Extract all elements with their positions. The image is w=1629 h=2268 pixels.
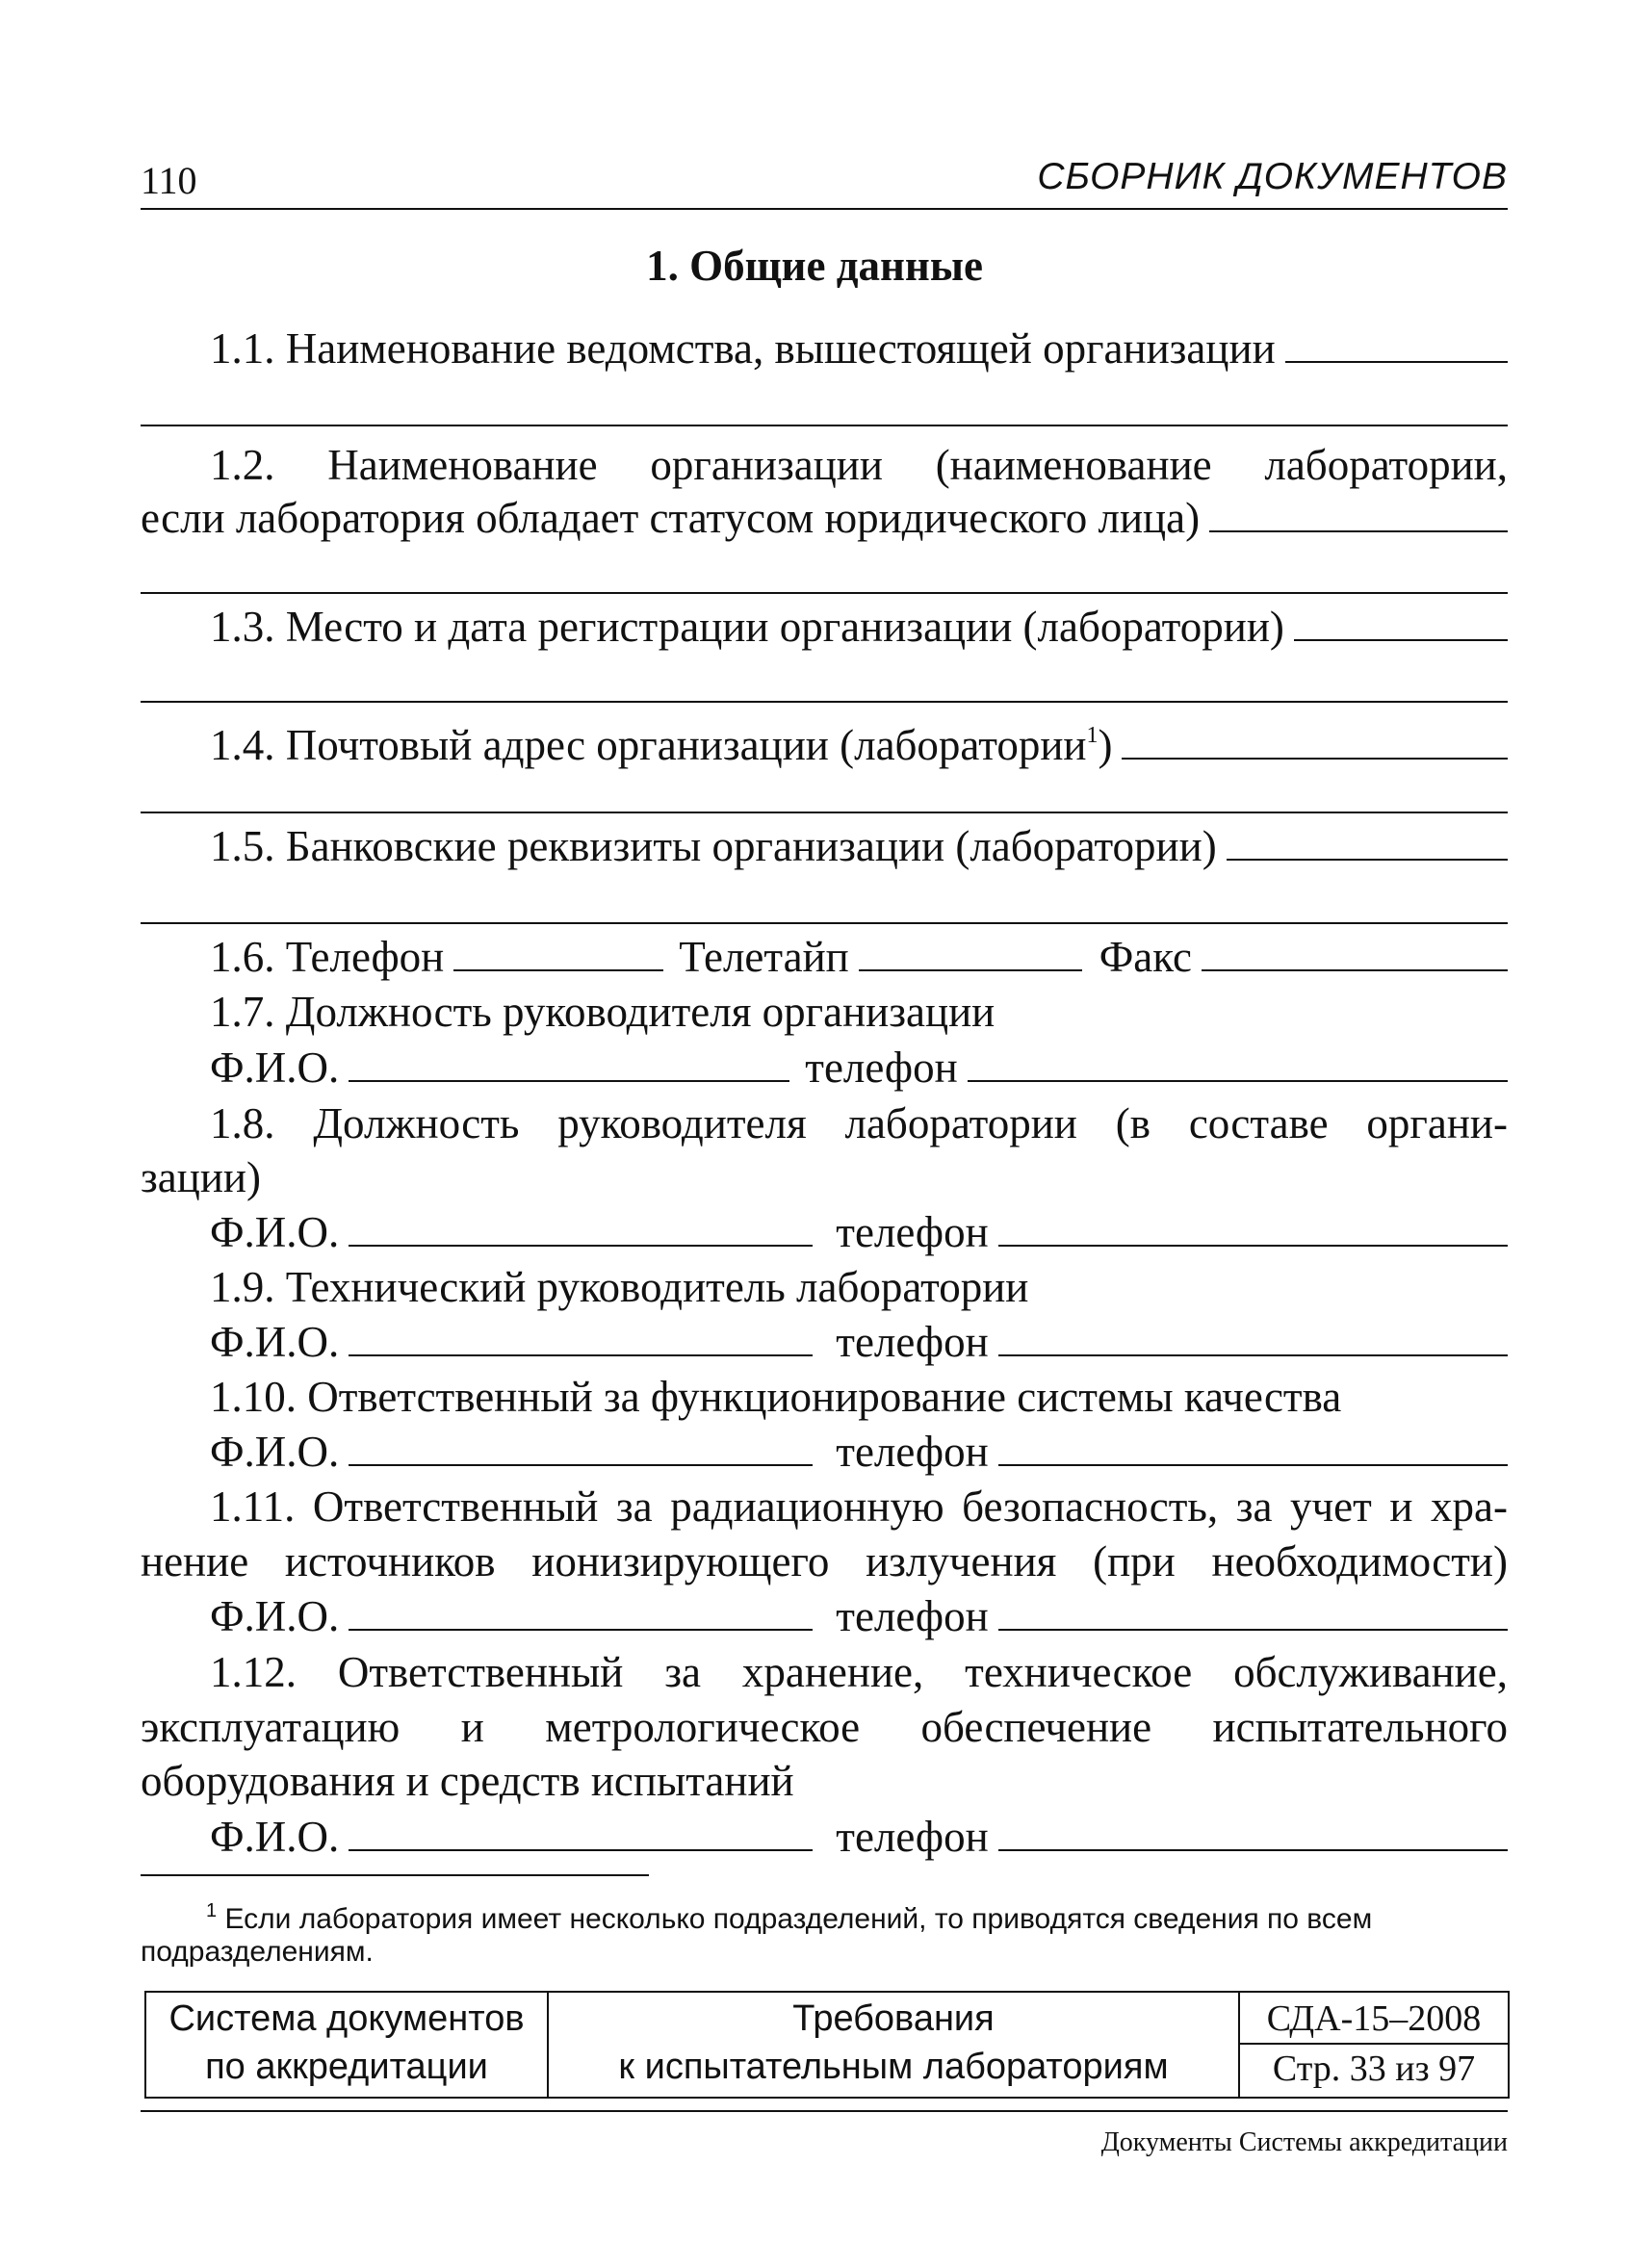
item-1-7: 1.7. Должность руководителя организации bbox=[210, 988, 996, 1036]
fio-label: Ф.И.О. bbox=[210, 1592, 340, 1640]
item-1-8-line2: зации) bbox=[141, 1153, 261, 1201]
item-1-4 bbox=[210, 709, 1508, 771]
item-1-1-blank-line[interactable] bbox=[141, 425, 1508, 426]
fio-label: Ф.И.О. bbox=[210, 1813, 340, 1861]
fio-blank[interactable] bbox=[349, 1592, 813, 1631]
phone-label: телефон bbox=[836, 1592, 989, 1640]
item-1-5 bbox=[210, 820, 1508, 872]
fio-row-1-10 bbox=[210, 1426, 1508, 1478]
fax-blank[interactable] bbox=[1202, 933, 1508, 971]
item-1-2-blank[interactable] bbox=[1209, 494, 1508, 532]
item-1-11-line2: нение источников ионизирующего излучения (при необходимости) bbox=[141, 1537, 1508, 1585]
teletype-blank[interactable] bbox=[859, 933, 1082, 971]
item-1-12-line2: эксплуатацию и метрологическое обеспечение испытательного bbox=[141, 1703, 1508, 1751]
item-1-1-blank[interactable] bbox=[1285, 324, 1508, 363]
phone-blank[interactable] bbox=[998, 1208, 1508, 1247]
item-1-2 bbox=[141, 492, 1508, 544]
phone-blank[interactable] bbox=[453, 933, 663, 971]
item-1-3-blank-line[interactable] bbox=[141, 701, 1508, 703]
fio-row-1-7 bbox=[210, 1042, 1508, 1094]
phone-blank[interactable] bbox=[968, 1044, 1508, 1082]
fio-label: Ф.И.О. bbox=[210, 1208, 340, 1256]
item-1-5-blank-line[interactable] bbox=[141, 922, 1508, 924]
phone-blank[interactable] bbox=[998, 1813, 1508, 1851]
page-number: 110 bbox=[141, 159, 197, 202]
stamp-system: Система документов по аккредитации bbox=[146, 1993, 549, 2097]
item-1-5-blank[interactable] bbox=[1227, 822, 1508, 861]
item-1-2-label: если лаборатория обладает статусом юридического лица) bbox=[141, 494, 1201, 542]
item-1-10: 1.10. Ответственный за функционирование системы качества bbox=[210, 1373, 1342, 1421]
footnote-ref: 1 bbox=[1086, 723, 1099, 748]
item-1-11-line1: 1.11. Ответственный за радиационную безопасность, за учет и хра- bbox=[210, 1482, 1508, 1531]
fio-row-1-12 bbox=[210, 1811, 1508, 1863]
item-1-2-line1: 1.2. Наименование организации (наименование лаборатории, bbox=[210, 441, 1508, 489]
item-1-4-blank-line[interactable] bbox=[141, 812, 1508, 813]
fio-row-1-11 bbox=[210, 1590, 1508, 1642]
stamp-code: СДА-15–2008 Стр. 33 из 97 bbox=[1240, 1993, 1508, 2097]
phone-label: телефон bbox=[836, 1318, 989, 1366]
fio-label: Ф.И.О. bbox=[210, 1044, 340, 1092]
teletype-label: Телетайп bbox=[679, 933, 849, 981]
item-1-1 bbox=[210, 322, 1508, 374]
stamp-requirements: Требования к испытательным лабораториям bbox=[549, 1993, 1240, 2097]
item-1-1-label: 1.1. Наименование ведомства, вышестоящей организации bbox=[210, 324, 1276, 373]
item-1-12-line1: 1.12. Ответственный за хранение, техническое обслуживание, bbox=[210, 1648, 1508, 1696]
item-1-12-line3: оборудования и средств испытаний bbox=[141, 1757, 794, 1805]
phone-label: 1.6. Телефон bbox=[210, 933, 445, 981]
fio-blank[interactable] bbox=[349, 1813, 813, 1851]
header-rule bbox=[141, 208, 1508, 210]
item-1-2-blank-line[interactable] bbox=[141, 592, 1508, 594]
item-1-5-label: 1.5. Банковские реквизиты организации (лаборатории) bbox=[210, 822, 1217, 870]
item-1-9: 1.9. Технический руководитель лаборатории bbox=[210, 1263, 1029, 1311]
bottom-caption: Документы Системы аккредитации bbox=[1100, 2127, 1508, 2157]
fio-row-1-8 bbox=[210, 1206, 1508, 1258]
running-title: СБОРНИК ДОКУМЕНТОВ bbox=[1037, 156, 1508, 197]
phone-label: телефон bbox=[836, 1428, 989, 1476]
document-stamp bbox=[144, 1991, 1510, 2099]
item-1-3-label: 1.3. Место и дата регистрации организации (лаборатории) bbox=[210, 603, 1284, 651]
footnote-text-cont: подразделениям. bbox=[141, 1936, 374, 1968]
phone-label: телефон bbox=[836, 1813, 989, 1861]
fio-blank[interactable] bbox=[349, 1428, 813, 1466]
fio-label: Ф.И.О. bbox=[210, 1428, 340, 1476]
bottom-rule bbox=[141, 2110, 1508, 2112]
phone-blank[interactable] bbox=[998, 1592, 1508, 1631]
phone-label: телефон bbox=[836, 1208, 989, 1256]
phone-blank[interactable] bbox=[998, 1318, 1508, 1356]
fio-row-1-9 bbox=[210, 1316, 1508, 1368]
footnote-text: $^1$ Если лаборатория имеет несколько подразделений, то приводятся сведения по всем bbox=[206, 1900, 1373, 1935]
item-1-6 bbox=[210, 931, 1508, 983]
item-1-4-label: 1.4. Почтовый адрес организации (лаборатории$^1$) bbox=[210, 721, 1113, 769]
footnote-mark: 1 bbox=[206, 1900, 218, 1921]
item-1-4-blank[interactable] bbox=[1122, 721, 1508, 760]
footnote-rule bbox=[141, 1874, 649, 1876]
fio-blank[interactable] bbox=[349, 1044, 789, 1082]
fio-blank[interactable] bbox=[349, 1318, 813, 1356]
item-1-8-line1: 1.8. Должность руководителя лаборатории (в составе органи- bbox=[210, 1099, 1508, 1147]
item-1-3 bbox=[210, 601, 1508, 653]
item-1-3-blank[interactable] bbox=[1294, 603, 1508, 641]
fio-label: Ф.И.О. bbox=[210, 1318, 340, 1366]
fio-blank[interactable] bbox=[349, 1208, 813, 1247]
phone-blank[interactable] bbox=[998, 1428, 1508, 1466]
section-title: 1. Общие данные bbox=[646, 242, 983, 290]
fax-label: Факс bbox=[1099, 933, 1192, 981]
phone-label: телефон bbox=[805, 1044, 958, 1092]
